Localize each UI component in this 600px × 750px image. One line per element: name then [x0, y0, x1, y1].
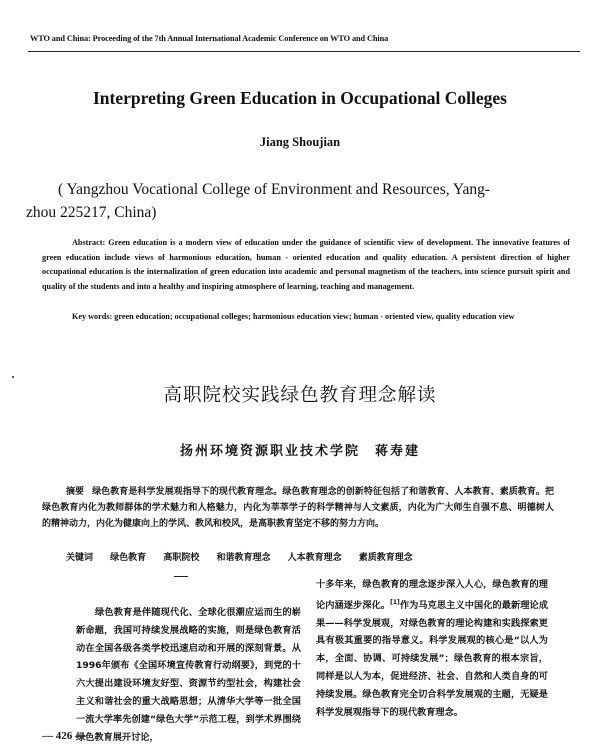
english-keywords: [42, 310, 570, 325]
chinese-abstract-label: 摘要: [66, 487, 85, 497]
margin-speck: [12, 376, 14, 378]
affiliation-line-2: zhou 225217, China): [26, 204, 157, 221]
running-header: WTO and China: Proceeding of the 7th Annual International Academic Conference on WTO and China: [30, 34, 389, 43]
chinese-abstract-text: 绿色教育是科学发展观指导下的现代教育理念。绿色教育理念的创新特征包括了和谐教育、人本教育、素质教育。把绿色教育内化为教师群体的学术魅力和人格魅力，内化为莘莘学子的科学精神与人文素质，内化为广大师生自强不息、明德树人的精神动力，内化为健康向上的学风、教风和校风，是高职教育坚定不移的努力方向。: [42, 487, 554, 529]
body-right-column: [316, 576, 548, 721]
chinese-keyword: 素质教育理念: [358, 553, 413, 563]
body-left-column: 绿色教育是伴随现代化、全球化很潮应运而生的崭新命题，我国可持续发展战略的实施，则是绿色教育活动在全国各级各类学校迅速启动和开展的深刻背景。从1996年颁布《全国环境宣传教育行动纲要》，到党的十六大提出建设环境友好型、资源节约型社会，构建社会主义和谐社会的重大战略思想；从清华大学等一批全国一流大学率先创建“绿色大学”示范工程，到学术界围绕绿色教育展开讨论，: [76, 607, 301, 743]
right-column-text-a: 十多年来，绿色教育的理念逐步深入人心，绿色教育的理论内涵逐步深化。: [316, 579, 548, 611]
right-column-text-b: 作为马克思主义中国化的最新理论成果——科学发展观，对绿色教育的理论构建和实践探索更具有极其重要的指导意义。科学发展观的核心是“以人为本，全面、协调、可持续发展”；绿色教育的根本宗旨，同样是以人为本，促进经济、社会、自然和人类自身的可持续发展。绿色教育完全切合科学发展观的主题，无疑是科学发展观指导下的现代教育理念。: [316, 599, 548, 718]
english-abstract-paragraph: [42, 236, 570, 294]
english-title: Interpreting Green Education in Occupational Colleges: [92, 88, 507, 108]
chinese-keyword: 人本教育理念: [287, 553, 342, 563]
chinese-title: 高职院校实践绿色教育理念解读: [163, 385, 437, 406]
header-rule: [28, 51, 580, 52]
section-mark: [174, 576, 188, 577]
english-keywords-text: green education; occupational colleges; harmonious education view; human - oriented view, quality education view: [114, 312, 515, 321]
english-keywords-label: Key words:: [72, 312, 113, 321]
chinese-abstract: [42, 484, 554, 532]
english-author: Jiang Shoujian: [259, 135, 341, 149]
reference-mark[interactable]: [1]: [390, 598, 400, 606]
chinese-keyword: 和谐教育理念: [216, 553, 271, 563]
english-abstract-label: Abstract:: [72, 238, 106, 247]
chinese-keyword: 绿色教育: [110, 553, 147, 563]
chinese-keyword: 高职院校: [163, 553, 200, 563]
chinese-keywords: [66, 550, 566, 563]
chinese-keywords-label: 关键词: [66, 553, 94, 563]
english-abstract: [42, 236, 570, 294]
english-affiliation: [26, 178, 567, 224]
english-abstract-text: Green education is a modern view of education under the guidance of scientific view of development. The innovative features of green education include views of harmonious education, human - oriented education and quality education. A persistent direction of higher occupational education is the internalization of green education into academic and personal magnetism of the teachers, into science pursuit spirit and quality of the students and into a healthy and inspiring atmosphere of learning, teaching and management.: [42, 238, 571, 291]
affiliation-line-1: ( Yangzhou Vocational College of Environment and Resources, Yang-: [58, 181, 491, 198]
chinese-author: 扬州环境资源职业技术学院 蒋寿建: [179, 444, 420, 459]
page-number: — 426 —: [42, 730, 86, 742]
